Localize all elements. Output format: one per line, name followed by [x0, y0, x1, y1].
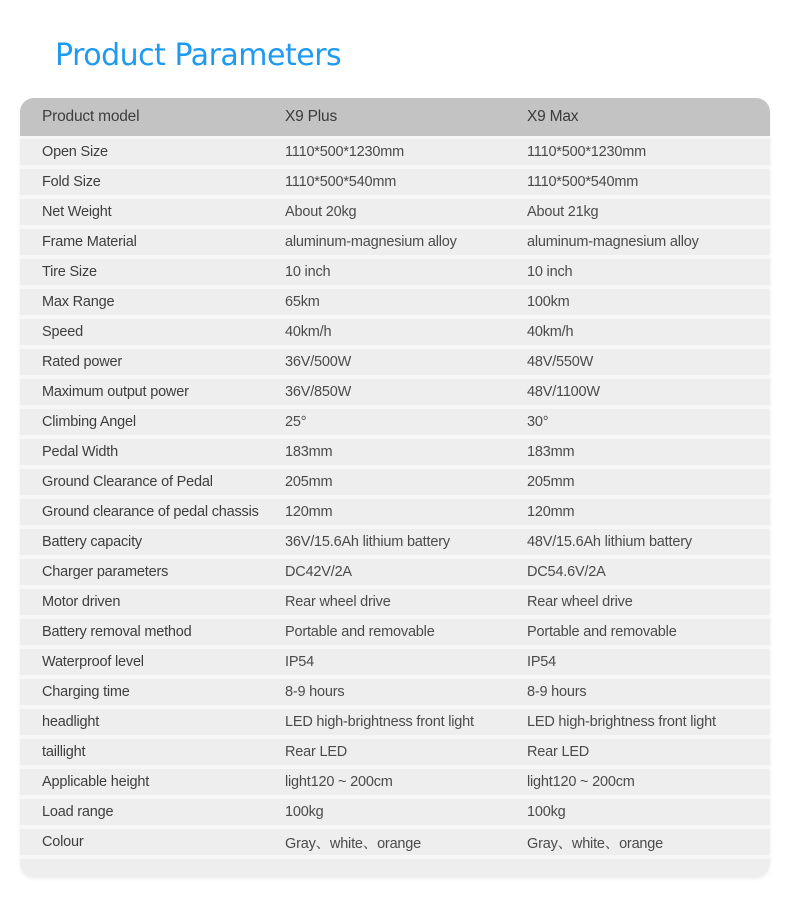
- table-row: [20, 259, 770, 289]
- spec-value-x9-plus: About 20kg: [285, 204, 357, 220]
- spec-label: Max Range: [42, 294, 115, 310]
- table-row: [20, 559, 770, 589]
- table-row: [20, 679, 770, 709]
- table-row: [20, 199, 770, 229]
- spec-value-x9-max: DC54.6V/2A: [527, 564, 606, 580]
- table-row: [20, 439, 770, 469]
- spec-value-x9-max: 120mm: [527, 504, 575, 520]
- spec-value-x9-plus: 36V/15.6Ah lithium battery: [285, 534, 450, 550]
- table-row: [20, 289, 770, 319]
- spec-label: taillight: [42, 744, 86, 760]
- table-row: [20, 769, 770, 799]
- spec-label: Battery capacity: [42, 534, 142, 550]
- spec-value-x9-plus: Gray、white、orange: [285, 835, 422, 852]
- spec-value-x9-plus: aluminum-magnesium alloy: [285, 234, 457, 250]
- spec-value-x9-max: 100kg: [527, 804, 566, 820]
- spec-label: Pedal Width: [42, 444, 118, 460]
- spec-value-x9-plus: Rear wheel drive: [285, 594, 391, 610]
- spec-label: Frame Material: [42, 234, 137, 250]
- table-row: [20, 649, 770, 679]
- spec-label: Maximum output power: [42, 384, 189, 400]
- spec-value-x9-max: Gray、white、orange: [527, 835, 664, 852]
- table-row: [20, 169, 770, 199]
- spec-value-x9-plus: 205mm: [285, 474, 333, 490]
- spec-label: Fold Size: [42, 174, 101, 190]
- spec-value-x9-plus: light120 ~ 200cm: [285, 774, 393, 790]
- spec-label: Battery removal method: [42, 624, 192, 640]
- spec-label: Waterproof level: [42, 654, 144, 670]
- spec-label: Ground Clearance of Pedal: [42, 474, 213, 490]
- header-x9-max: X9 Max: [527, 108, 579, 125]
- spec-label: headlight: [42, 714, 100, 730]
- spec-label: Open Size: [42, 144, 108, 160]
- spec-label: Speed: [42, 324, 83, 340]
- spec-value-x9-max: About 21kg: [527, 204, 599, 220]
- table-row: [20, 229, 770, 259]
- spec-value-x9-max: 8-9 hours: [527, 684, 587, 700]
- spec-value-x9-max: 183mm: [527, 444, 575, 460]
- table-row: [20, 499, 770, 529]
- spec-value-x9-max: light120 ~ 200cm: [527, 774, 635, 790]
- spec-value-x9-max: 48V/550W: [527, 354, 594, 370]
- table-row: [20, 379, 770, 409]
- spec-value-x9-max: Rear LED: [527, 744, 590, 760]
- spec-value-x9-max: 100km: [527, 294, 570, 310]
- spec-value-x9-plus: LED high-brightness front light: [285, 714, 474, 730]
- spec-value-x9-max: 1110*500*1230mm: [527, 144, 646, 160]
- table-row: [20, 529, 770, 559]
- spec-value-x9-plus: 1110*500*540mm: [285, 174, 397, 190]
- spec-label: Climbing Angel: [42, 414, 136, 430]
- spec-value-x9-max: 30°: [527, 414, 549, 430]
- spec-value-x9-plus: 65km: [285, 294, 320, 310]
- table-row: [20, 409, 770, 439]
- spec-label: Rated power: [42, 354, 123, 370]
- spec-table-header-row: [20, 98, 770, 136]
- page-title: Product Parameters: [55, 38, 342, 73]
- spec-value-x9-max: Rear wheel drive: [527, 594, 633, 610]
- spec-table: [20, 98, 770, 877]
- spec-value-x9-max: Portable and removable: [527, 624, 677, 640]
- spec-label: Load range: [42, 804, 114, 820]
- spec-value-x9-max: 48V/15.6Ah lithium battery: [527, 534, 692, 550]
- spec-value-x9-plus: 36V/850W: [285, 384, 352, 400]
- spec-value-x9-plus: 8-9 hours: [285, 684, 345, 700]
- spec-value-x9-max: 10 inch: [527, 264, 573, 280]
- spec-value-x9-plus: 36V/500W: [285, 354, 352, 370]
- table-row: [20, 349, 770, 379]
- spec-value-x9-plus: Portable and removable: [285, 624, 435, 640]
- table-row: [20, 139, 770, 169]
- spec-value-x9-plus: 25°: [285, 414, 307, 430]
- spec-value-x9-max: aluminum-magnesium alloy: [527, 234, 699, 250]
- spec-label: Ground clearance of pedal chassis: [42, 504, 259, 520]
- table-row: [20, 739, 770, 769]
- spec-value-x9-max: LED high-brightness front light: [527, 714, 716, 730]
- spec-value-x9-max: 40km/h: [527, 324, 574, 340]
- spec-value-x9-plus: 120mm: [285, 504, 333, 520]
- spec-value-x9-plus: DC42V/2A: [285, 564, 352, 580]
- spec-label: Tire Size: [42, 264, 97, 280]
- table-row: [20, 619, 770, 649]
- spec-value-x9-plus: IP54: [285, 654, 315, 670]
- spec-value-x9-max: 48V/1100W: [527, 384, 600, 400]
- spec-label: Net Weight: [42, 204, 112, 220]
- spec-value-x9-plus: 100kg: [285, 804, 324, 820]
- spec-value-x9-plus: 183mm: [285, 444, 333, 460]
- spec-label: Motor driven: [42, 594, 121, 610]
- table-row: [20, 469, 770, 499]
- spec-label: Applicable height: [42, 774, 150, 790]
- spec-label: Charging time: [42, 684, 130, 700]
- spec-label: Colour: [42, 834, 84, 850]
- header-product-model: Product model: [42, 108, 140, 125]
- spec-table-body: [20, 136, 770, 877]
- spec-value-x9-max: 205mm: [527, 474, 575, 490]
- table-row: [20, 709, 770, 739]
- spec-value-x9-plus: 1110*500*1230mm: [285, 144, 404, 160]
- spec-value-x9-plus: 40km/h: [285, 324, 332, 340]
- spec-label: Charger parameters: [42, 564, 169, 580]
- table-row: [20, 589, 770, 619]
- table-row: [20, 319, 770, 349]
- spec-value-x9-plus: 10 inch: [285, 264, 331, 280]
- spec-value-x9-max: IP54: [527, 654, 557, 670]
- spec-value-x9-max: 1110*500*540mm: [527, 174, 639, 190]
- table-row: [20, 829, 770, 859]
- table-row: [20, 799, 770, 829]
- header-x9-plus: X9 Plus: [285, 108, 338, 125]
- spec-value-x9-plus: Rear LED: [285, 744, 348, 760]
